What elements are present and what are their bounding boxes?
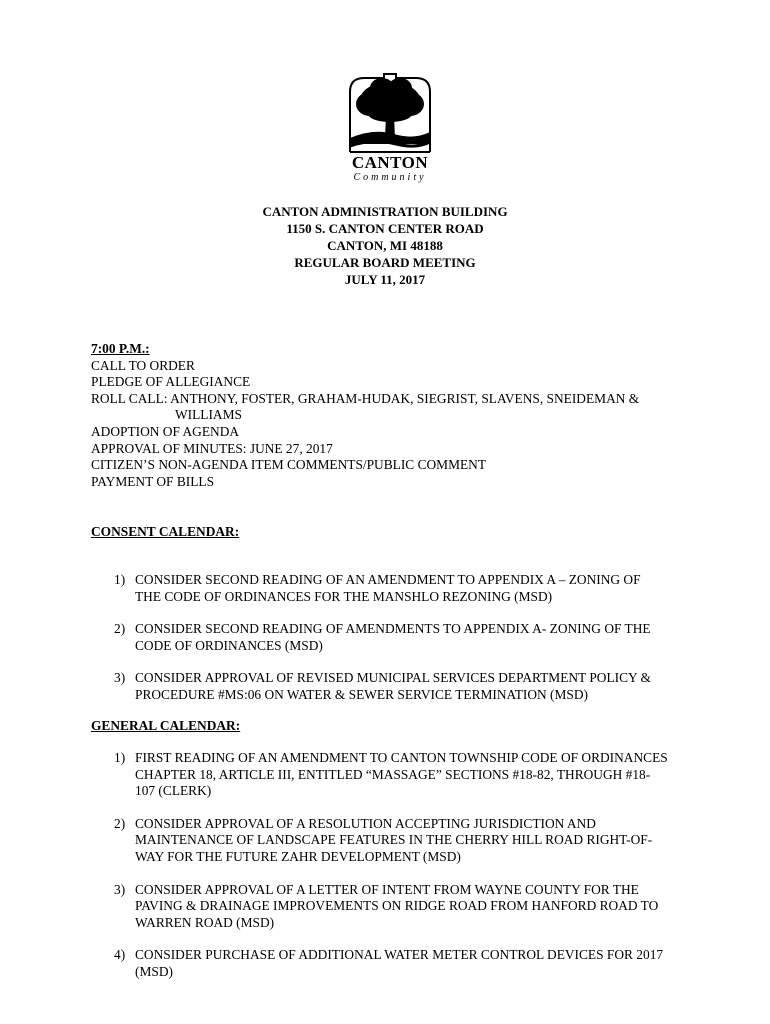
list-item bbox=[91, 750, 711, 800]
item-text: WAY FOR THE FUTURE ZAHR DEVELOPMENT (MSD) bbox=[135, 849, 461, 865]
item-number: 3) bbox=[114, 881, 126, 897]
tree-logo-icon bbox=[344, 72, 436, 154]
meeting-date: JULY 11, 2017 bbox=[344, 272, 426, 287]
general-calendar-list bbox=[91, 750, 711, 981]
list-item bbox=[91, 816, 711, 866]
item-number: 2) bbox=[114, 815, 126, 831]
general-calendar-title: GENERAL CALENDAR: bbox=[91, 717, 241, 733]
list-item bbox=[91, 670, 711, 703]
item-number: 1) bbox=[114, 750, 126, 766]
item-text: 107 (CLERK) bbox=[135, 783, 212, 799]
logo-subtitle: Community bbox=[353, 172, 427, 183]
item-number: 4) bbox=[114, 947, 126, 963]
meeting-time: 7:00 P.M.: bbox=[91, 341, 150, 356]
item-number: 3) bbox=[114, 670, 126, 686]
item-text: FIRST READING OF AN AMENDMENT TO CANTON TOWNSHIP CODE OF ORDINANCES bbox=[135, 750, 668, 766]
consent-calendar-list bbox=[91, 572, 711, 704]
roll-call-continued: WILLIAMS bbox=[175, 407, 242, 423]
item-text: (MSD) bbox=[135, 964, 173, 980]
approval-of-minutes: APPROVAL OF MINUTES: JUNE 27, 2017 bbox=[91, 440, 333, 456]
pledge-of-allegiance: PLEDGE OF ALLEGIANCE bbox=[91, 374, 251, 390]
meeting-header bbox=[0, 203, 770, 288]
agenda-body bbox=[91, 341, 711, 981]
list-item bbox=[91, 882, 711, 932]
item-text: CONSIDER APPROVAL OF A LETTER OF INTENT FROM WAYNE COUNTY FOR THE bbox=[135, 881, 639, 897]
item-text: CONSIDER PURCHASE OF ADDITIONAL WATER METER CONTROL DEVICES FOR 2017 bbox=[135, 947, 664, 963]
call-to-order: CALL TO ORDER bbox=[91, 357, 195, 373]
item-number: 2) bbox=[114, 621, 126, 637]
citizen-comments: CITIZEN’S NON-AGENDA ITEM COMMENTS/PUBLIC COMMENT bbox=[91, 457, 487, 473]
city-state-zip: CANTON, MI 48188 bbox=[327, 238, 443, 253]
list-item bbox=[91, 621, 711, 654]
payment-of-bills: PAYMENT OF BILLS bbox=[91, 473, 215, 489]
roll-call: ROLL CALL: ANTHONY, FOSTER, GRAHAM-HUDAK, SIEGRIST, SLAVENS, SNEIDEMAN & bbox=[91, 390, 640, 406]
logo-wordmark: CANTON bbox=[351, 153, 429, 172]
item-text: CHAPTER 18, ARTICLE III, ENTITLED “MASSAGE” SECTIONS #18-82, THROUGH #18- bbox=[135, 766, 651, 782]
consent-calendar-title: CONSENT CALENDAR: bbox=[91, 524, 240, 540]
adoption-of-agenda: ADOPTION OF AGENDA bbox=[91, 423, 240, 439]
list-item bbox=[91, 947, 711, 980]
item-text: CONSIDER SECOND READING OF AMENDMENTS TO APPENDIX A- ZONING OF THE bbox=[135, 621, 651, 637]
item-text: CONSIDER APPROVAL OF REVISED MUNICIPAL SERVICES DEPARTMENT POLICY & bbox=[135, 670, 651, 686]
item-text: PROCEDURE #MS:06 ON WATER & SEWER SERVICE TERMINATION (MSD) bbox=[135, 686, 588, 702]
item-text: THE CODE OF ORDINANCES FOR THE MANSHLO REZONING (MSD) bbox=[135, 588, 553, 604]
item-text: WARREN ROAD (MSD) bbox=[135, 914, 275, 930]
meeting-type: REGULAR BOARD MEETING bbox=[294, 255, 476, 270]
canton-logo bbox=[344, 72, 436, 192]
street-address: 1150 S. CANTON CENTER ROAD bbox=[286, 221, 484, 236]
item-text: CONSIDER SECOND READING OF AN AMENDMENT TO APPENDIX A – ZONING OF bbox=[135, 571, 641, 587]
item-number: 1) bbox=[114, 571, 126, 587]
list-item bbox=[91, 572, 711, 605]
item-text: CONSIDER APPROVAL OF A RESOLUTION ACCEPTING JURISDICTION AND bbox=[135, 815, 596, 831]
item-text: PAVING & DRAINAGE IMPROVEMENTS ON RIDGE ROAD FROM HANFORD ROAD TO bbox=[135, 898, 659, 914]
item-text: CODE OF ORDINANCES (MSD) bbox=[135, 637, 323, 653]
item-text: MAINTENANCE OF LANDSCAPE FEATURES IN THE CHERRY HILL ROAD RIGHT-OF- bbox=[135, 832, 653, 848]
building-name: CANTON ADMINISTRATION BUILDING bbox=[262, 204, 508, 219]
